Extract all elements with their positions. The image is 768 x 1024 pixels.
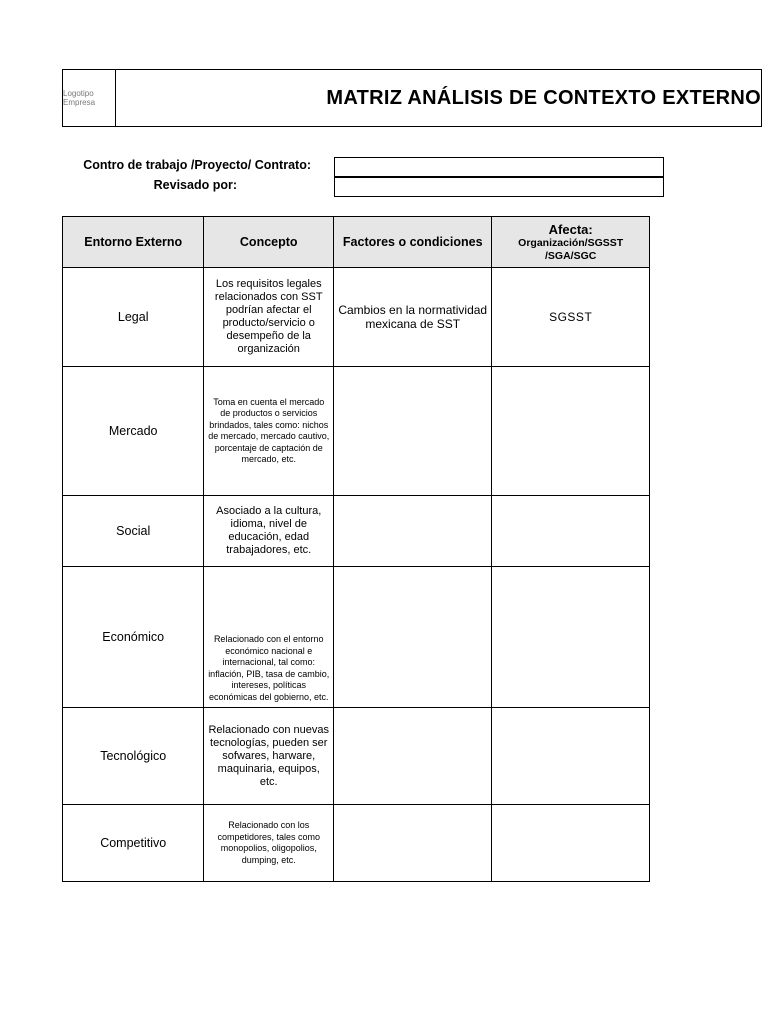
concept-cell: Relacionado con los competidores, tales como monopolios, oligopolios, dumping, etc. [204, 805, 334, 882]
table-row-tecnologico [63, 708, 650, 805]
title-cell [116, 70, 761, 126]
context-matrix-table [62, 216, 650, 882]
category-cell: Tecnológico [63, 708, 204, 805]
header-affects-line3: /SGA/SGC [545, 249, 597, 262]
factors-cell[interactable] [334, 496, 492, 567]
reviewed-by-field[interactable] [334, 177, 664, 197]
reviewed-by-label: Revisado por: [153, 178, 237, 192]
table-header-row [63, 217, 650, 268]
category-cell: Social [63, 496, 204, 567]
factors-cell[interactable] [334, 805, 492, 882]
table-row-economico [63, 567, 650, 708]
table-row-competitivo [63, 805, 650, 882]
document-title: MATRIZ ANÁLISIS DE CONTEXTO EXTERNO [326, 86, 761, 109]
category-cell: Legal [63, 268, 204, 367]
work-center-field[interactable] [334, 157, 664, 177]
affects-cell[interactable] [492, 567, 650, 708]
affects-cell[interactable] [492, 496, 650, 567]
factors-cell[interactable]: Cambios en la normatividad mexicana de SST [334, 268, 492, 367]
affects-cell[interactable] [492, 708, 650, 805]
header-affects-title: Afecta: [548, 221, 593, 237]
concept-cell: Asociado a la cultura, idioma, nivel de educación, edad trabajadores, etc. [204, 496, 334, 567]
concept-cell: Toma en cuenta el mercado de productos o servicios brindados, tales como: nichos de mercado, mercado cautivo, porcentaje de captación de mercado, etc. [204, 367, 334, 496]
affects-cell[interactable]: SGSST [492, 268, 650, 367]
concept-cell: Relacionado con el entorno económico nacional e internacional, tal como: inflación, PIB, tasa de cambio, intereses, políticas económicas del gobierno, etc. [204, 567, 334, 708]
table-row-social [63, 496, 650, 567]
concept-cell: Relacionado con nuevas tecnologías, pueden ser sofwares, harware, maquinaria, equipos, etc. [204, 708, 334, 805]
category-cell: Competitivo [63, 805, 204, 882]
work-center-label: Contro de trabajo /Proyecto/ Contrato: [83, 158, 311, 172]
affects-cell[interactable] [492, 805, 650, 882]
header-external-environment: Entorno Externo [63, 217, 204, 268]
category-cell: Mercado [63, 367, 204, 496]
header-factors: Factores o condiciones [334, 217, 492, 268]
header-concept: Concepto [204, 217, 334, 268]
category-cell: Económico [63, 567, 204, 708]
table-row-mercado [63, 367, 650, 496]
concept-cell: Los requisitos legales relacionados con SST podrían afectar el producto/servicio o desempeño de la organización [204, 268, 334, 367]
header-affects-line2: Organización/SGSST [518, 236, 624, 249]
factors-cell[interactable] [334, 367, 492, 496]
company-logo-placeholder: Logotipo Empresa [63, 70, 116, 126]
table-row-legal [63, 268, 650, 367]
affects-cell[interactable] [492, 367, 650, 496]
document-header [62, 69, 762, 127]
header-affects [492, 217, 650, 268]
factors-cell[interactable] [334, 567, 492, 708]
factors-cell[interactable] [334, 708, 492, 805]
